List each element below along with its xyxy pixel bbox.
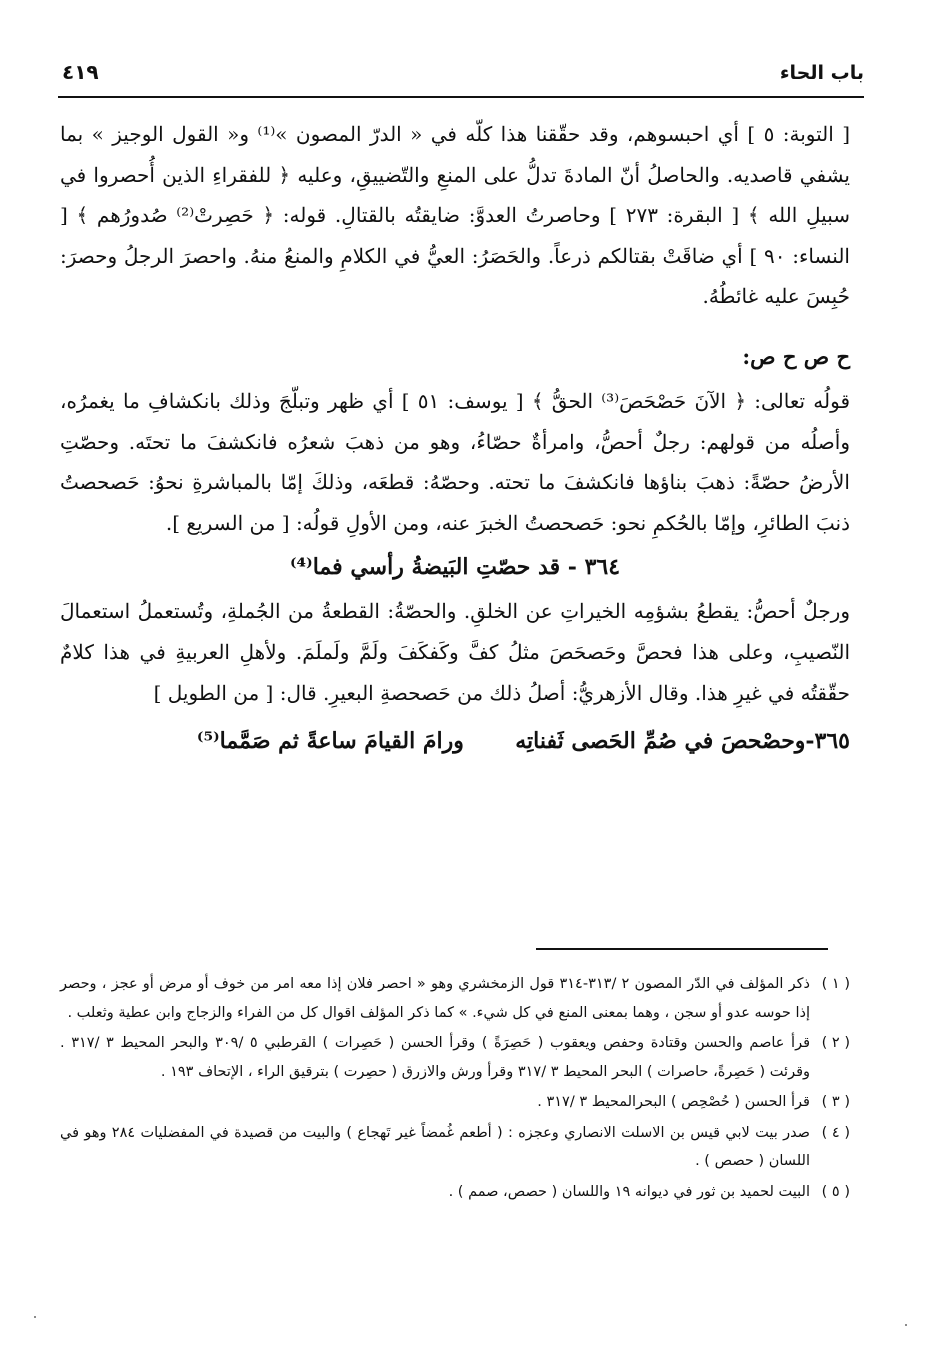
footnote-text: قرأ الحسن ( حُصْحِص ) البحرالمحيط ٣ /٣١٧ . xyxy=(537,1094,810,1110)
paragraph-3: ورجلٌ أحصُّ: يقطعُ بشؤمِه الخيراتِ عن الخلقِ. والحصّةُ: القطعةُ من الجُملةِ، وتُستعملُ استعمالَ النّصيبِ، وعلى هذا فحصَّ وحَصحَصَ مثلُ كفَّ وكَفكَفَ ولَمَّ ولَملَمَ. ولأهلِ العربيةِ في هذا كلامٌ حقّقتُه في غيرِ هذا. وقال الأزهريُّ: أصلُ ذلك من حَصحصةِ البعيرِ. قال: [ من الطويل ] xyxy=(60,599,850,705)
footnote-number: ( ١ ) xyxy=(821,976,850,992)
footnote-5 xyxy=(60,1178,850,1207)
footnote-text: البيت لحميد بن ثور في ديوانه ١٩ واللسان ( حصص، صمم ) . xyxy=(448,1183,810,1200)
footnote-rule xyxy=(536,948,828,950)
footnote-1 xyxy=(60,970,850,1027)
footnotes xyxy=(60,970,850,1208)
footnote-number: ( ٤ ) xyxy=(821,1124,850,1141)
verse-365 xyxy=(60,721,850,761)
footnote-text: صدر بيت لابي قيس بن الاسلت الانصاري وعجزه : ( أطعم غُمضاً غير تَهجاع ) والبيت من قصيدة في المفضليات ٢٨٤ وهو في اللسان ( حصص ) . xyxy=(60,1124,810,1169)
footnote-text: قرأ عاصم والحسن وقتادة وحفص ويعقوب ( حَصِرَةً ) وقرأ الحسن ( حَصِرات ) القرطبي ٥ /٣٠٩ والبحر المحيط ٣ /٣١٧ . وقرئت ( حَصِرةً، حاصرات ) البحر المحيط ٣ /٣١٧ وقرأ ورش والازرق ( حصِرت ) بترقيق الراء ، الإتحاف ١٩٣ . xyxy=(60,1035,810,1080)
running-header xyxy=(58,52,864,94)
footnote-3 xyxy=(60,1088,850,1117)
footnote-2 xyxy=(60,1029,850,1086)
footnote-4 xyxy=(60,1119,850,1176)
scan-speck xyxy=(905,1324,907,1326)
verse-365-second-hemistich: ورامَ القيامَ ساعةً ثم صَمَّما⁽⁵⁾ xyxy=(196,728,464,755)
chapter-title: باب الحاء xyxy=(779,62,864,84)
verse-364: ٣٦٤ - قد حصّتِ البَيضةُ رأسي فما⁽⁴⁾ xyxy=(289,554,621,581)
footnote-number: ( ٥ ) xyxy=(821,1183,850,1200)
paragraph-1: [ التوبة: ٥ ] أي احبسوهم، وقد حقّقنا هذا كلّه في « الدرّ المصون »⁽¹⁾ و« القول الوجيز » بما يشفي قاصديه. والحاصلُ أنّ المادةَ تدلُّ على المنعِ والتّضييقِ، وعليه ﴿ للفقراءِ الذين أُحصروا في سبيلِ الله ﴾ [ البقرة: ٢٧٣ ] وحاصرتُ العدوَّ: ضايقتُه بالقتالِ. قوله: ﴿ حَصِرتْ⁽²⁾ صُدورُهم ﴾ [ النساء: ٩٠ ] أي ضاقَتْ بقتالكم ذرعاً. والحَصَرُ: العيُّ في الكلامِ والمنعُ منهُ. واحصرَ الرجلُ وحصرَ: حُبِسَ عليه غائطُهُ. xyxy=(60,122,850,309)
footnote-number: ( ٣ ) xyxy=(821,1094,850,1110)
verse-365-first-hemistich: ٣٦٥-وحصْحصَ في صُمِّ الحَصى ثَفناتِه xyxy=(515,728,850,755)
main-text xyxy=(60,114,850,765)
footnote-number: ( ٢ ) xyxy=(821,1035,850,1051)
scan-speck xyxy=(34,1316,36,1318)
entry-heading: ح ص ح ص: xyxy=(742,343,850,369)
page-number: ٤١٩ xyxy=(62,60,99,84)
paragraph-2: قولُه تعالى: ﴿ الآنَ حَصْحَصَ⁽³⁾ الحقُّ ﴾ [ يوسف: ٥١ ] أي ظهر وتبلّجَ وذلك بانكشافِ ما يغمرُه، وأصلُه من قولهم: رجلٌ أحصُّ، وامرأةٌ حصّاءُ، وهو من ذهبَ شعرُه فانكشفَ ما تحتَه. وحصّتِ الأرضُ حصّةً: ذهبَ بناؤها فانكشفَ ما تحته. وحصّهُ: قطعَه، وذلكَ إمّا بالمباشرةِ نحوُ: حَصحصتُ ذنبَ الطائرِ، وإمّا بالحُكمِ نحو: حَصحصتُ الخبرَ عنه، ومن الأولِ قولُه: [ من السريع ]. xyxy=(60,388,851,535)
footnote-text: ذكر المؤلف في الدّر المصون ٢ /٣١٣-٣١٤ قول الزمخشري وهو « احصر فلان إذا معه امر من خوف أو مرض أو عجز ، وحصر إذا حوسه عدو أو سجن ، وهما بمعنى المنع في كل شيء. » كما ذكر المؤلف اقوال كل من الفراء والزجاج وابن عطية وثعلب . xyxy=(60,976,810,1021)
header-rule xyxy=(58,96,864,98)
